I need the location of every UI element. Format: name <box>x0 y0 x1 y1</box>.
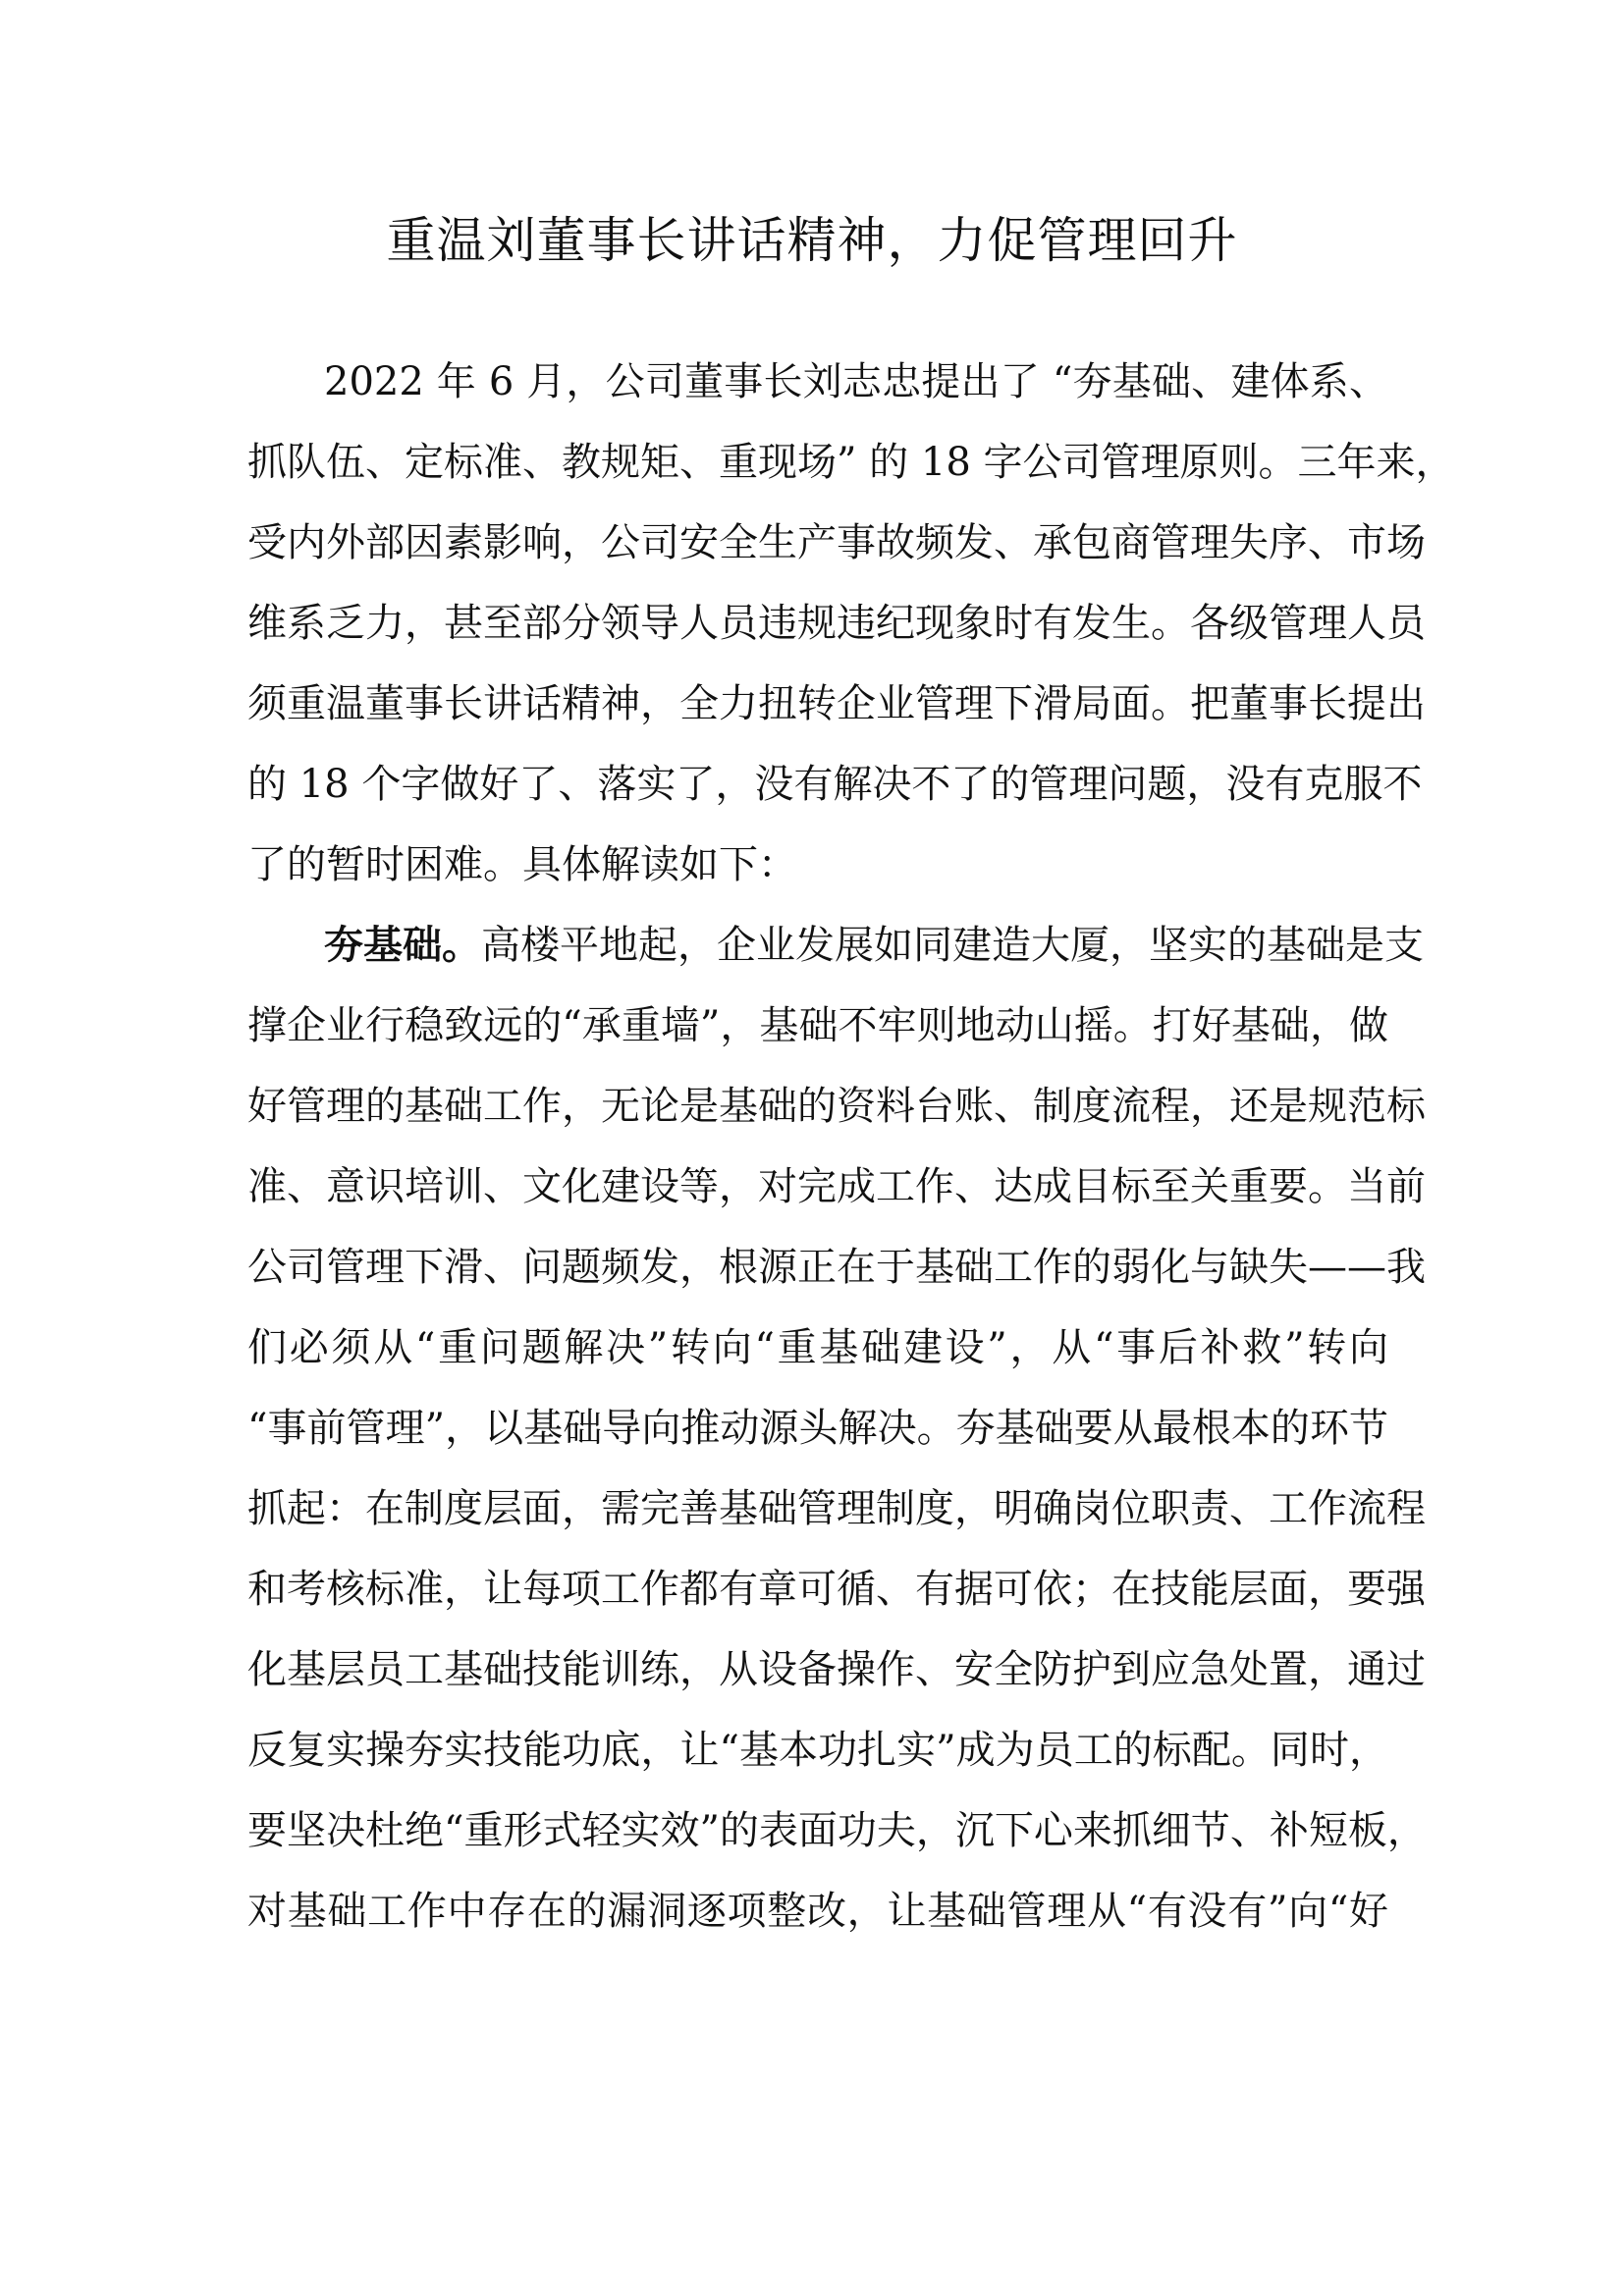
text-line: 公司管理下滑、问题频发，根源正在于基础工作的弱化与缺失——我 <box>247 1245 1426 1290</box>
text-line: 维系乏力，甚至部分领导人员违规违纪现象时有发生。各级管理人员 <box>247 601 1426 646</box>
text-line: 抓队伍、定标准、教规矩、重现场” 的 18 字公司管理原则。三年来， <box>247 440 1455 485</box>
text-line-with-heading <box>247 905 1424 986</box>
text-line: 好管理的基础工作，无论是基础的资料台账、制度流程，还是规范标 <box>247 1084 1426 1129</box>
text-line: 和考核标准，让每项工作都有章可循、有据可依；在技能层面，要强 <box>247 1567 1426 1612</box>
text-line: 对基础工作中存在的漏洞逐项整改，让基础管理从“有没有”向“好 <box>247 1889 1388 1934</box>
text-line: 了的暂时困难。具体解读如下： <box>247 842 797 887</box>
text-line: “事前管理”，以基础导向推动源头解决。夯基础要从最根本的环节 <box>247 1406 1388 1451</box>
section-heading: 夯基础。 <box>324 922 481 968</box>
text-line: 们必须从“重问题解决”转向“重基础建设”，从“事后补救”转向 <box>247 1325 1388 1370</box>
text-line: 撑企业行稳致远的“承重墙”，基础不牢则地动山摇。打好基础，做 <box>247 1003 1388 1048</box>
text-line: 抓起：在制度层面，需完善基础管理制度，明确岗位职责、工作流程 <box>247 1486 1426 1531</box>
text-line: 2022 年 6 月，公司董事长刘志忠提出了 “夯基础、建体系、 <box>324 359 1388 404</box>
text-line: 受内外部因素影响，公司安全生产事故频发、承包商管理失序、市场 <box>247 520 1426 565</box>
text-line: 化基层员工基础技能训练，从设备操作、安全防护到应急处置，通过 <box>247 1647 1426 1692</box>
text-line: 的 18 个字做好了、落实了，没有解决不了的管理问题，没有克服不 <box>247 762 1423 807</box>
text-segment: 高楼平地起，企业发展如同建造大厦，坚实的基础是支 <box>481 923 1424 968</box>
text-line: 要坚决杜绝“重形式轻实效”的表面功夫，沉下心来抓细节、补短板， <box>247 1808 1427 1853</box>
text-line: 准、意识培训、文化建设等，对完成工作、达成目标至关重要。当前 <box>247 1164 1426 1209</box>
document-body <box>247 342 1455 1951</box>
text-line: 反复实操夯实技能功底，让“基本功扎实”成为员工的标配。同时， <box>247 1728 1388 1773</box>
paragraph-foundation <box>247 905 1427 1951</box>
paragraph-intro <box>247 342 1455 905</box>
text-line: 须重温董事长讲话精神，全力扭转企业管理下滑局面。把董事长提出 <box>247 681 1426 726</box>
document-title: 重温刘董事长讲话精神，力促管理回升 <box>386 212 1238 269</box>
